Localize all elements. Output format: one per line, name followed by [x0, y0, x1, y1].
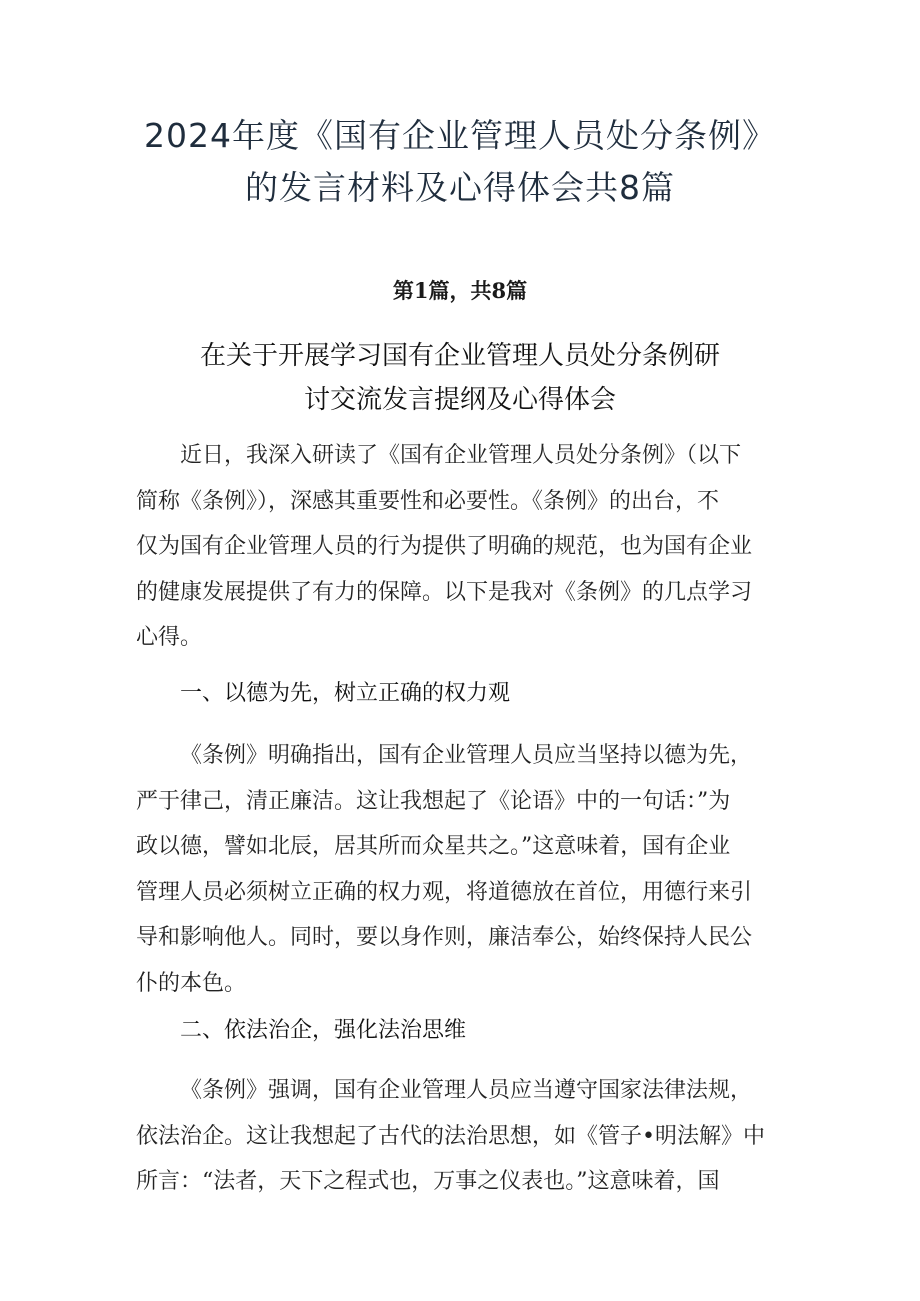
- paragraph-line: 仅为国有企业管理人员的行为提供了明确的规范，也为国有企业: [136, 534, 753, 559]
- paragraph-line: 管理人员必须树立正确的权力观，将道德放在首位，用德行来引: [136, 879, 753, 905]
- document-title-line: 2024年度《国有企业管理人员处分条例》: [144, 116, 776, 155]
- paragraph-line: 心得。: [136, 625, 203, 650]
- paragraph-line: 严于律己，清正廉洁。这让我想起了《论语》中的一句话：”为: [136, 788, 731, 814]
- paragraph-line: 的健康发展提供了有力的保障。以下是我对《条例》的几点学习: [136, 579, 753, 605]
- section-heading-1: 一、以德为先，树立正确的权力观: [180, 681, 511, 706]
- paragraph-line: 简称《条例》），深感其重要性和必要性。《条例》的出台，不: [136, 488, 720, 514]
- document-title: [60, 110, 860, 214]
- paragraph-line: 仆的本色。: [136, 970, 247, 996]
- paragraph-line: 《条例》强调，国有企业管理人员应当遵守国家法律法规，: [180, 1078, 753, 1103]
- paragraph-line: 政以德，譬如北辰，居其所而众星共之。”这意味着，国有企业: [136, 834, 731, 859]
- part-label: 第1篇，共8篇: [392, 278, 528, 303]
- paragraph-line: 依法治企。这让我想起了古代的法治思想，如《管子•明法解》中: [136, 1123, 765, 1149]
- section-heading-2: 二、依法治企，强化法治思维: [180, 1018, 467, 1043]
- paragraph-2: [136, 1068, 796, 1205]
- paragraph-line: 所言：“法者，天下之程式也，万事之仪表也。”这意味着，国: [136, 1169, 720, 1194]
- section-title-line: 讨交流发言提纲及心得体会: [303, 385, 616, 415]
- document-title-line: 的发言材料及心得体会共8篇: [245, 168, 675, 207]
- intro-paragraph: [136, 433, 796, 661]
- paragraph-line: 《条例》明确指出，国有企业管理人员应当坚持以德为先，: [180, 743, 753, 768]
- paragraph-line: 近日，我深入研读了《国有企业管理人员处分条例》（以下: [180, 443, 742, 468]
- section-title: [100, 334, 820, 422]
- paragraph-1: [136, 733, 796, 1006]
- section-title-line: 在关于开展学习国有企业管理人员处分条例研: [199, 341, 720, 371]
- paragraph-line: 导和影响他人。同时，要以身作则，廉洁奉公，始终保持人民公: [136, 925, 753, 950]
